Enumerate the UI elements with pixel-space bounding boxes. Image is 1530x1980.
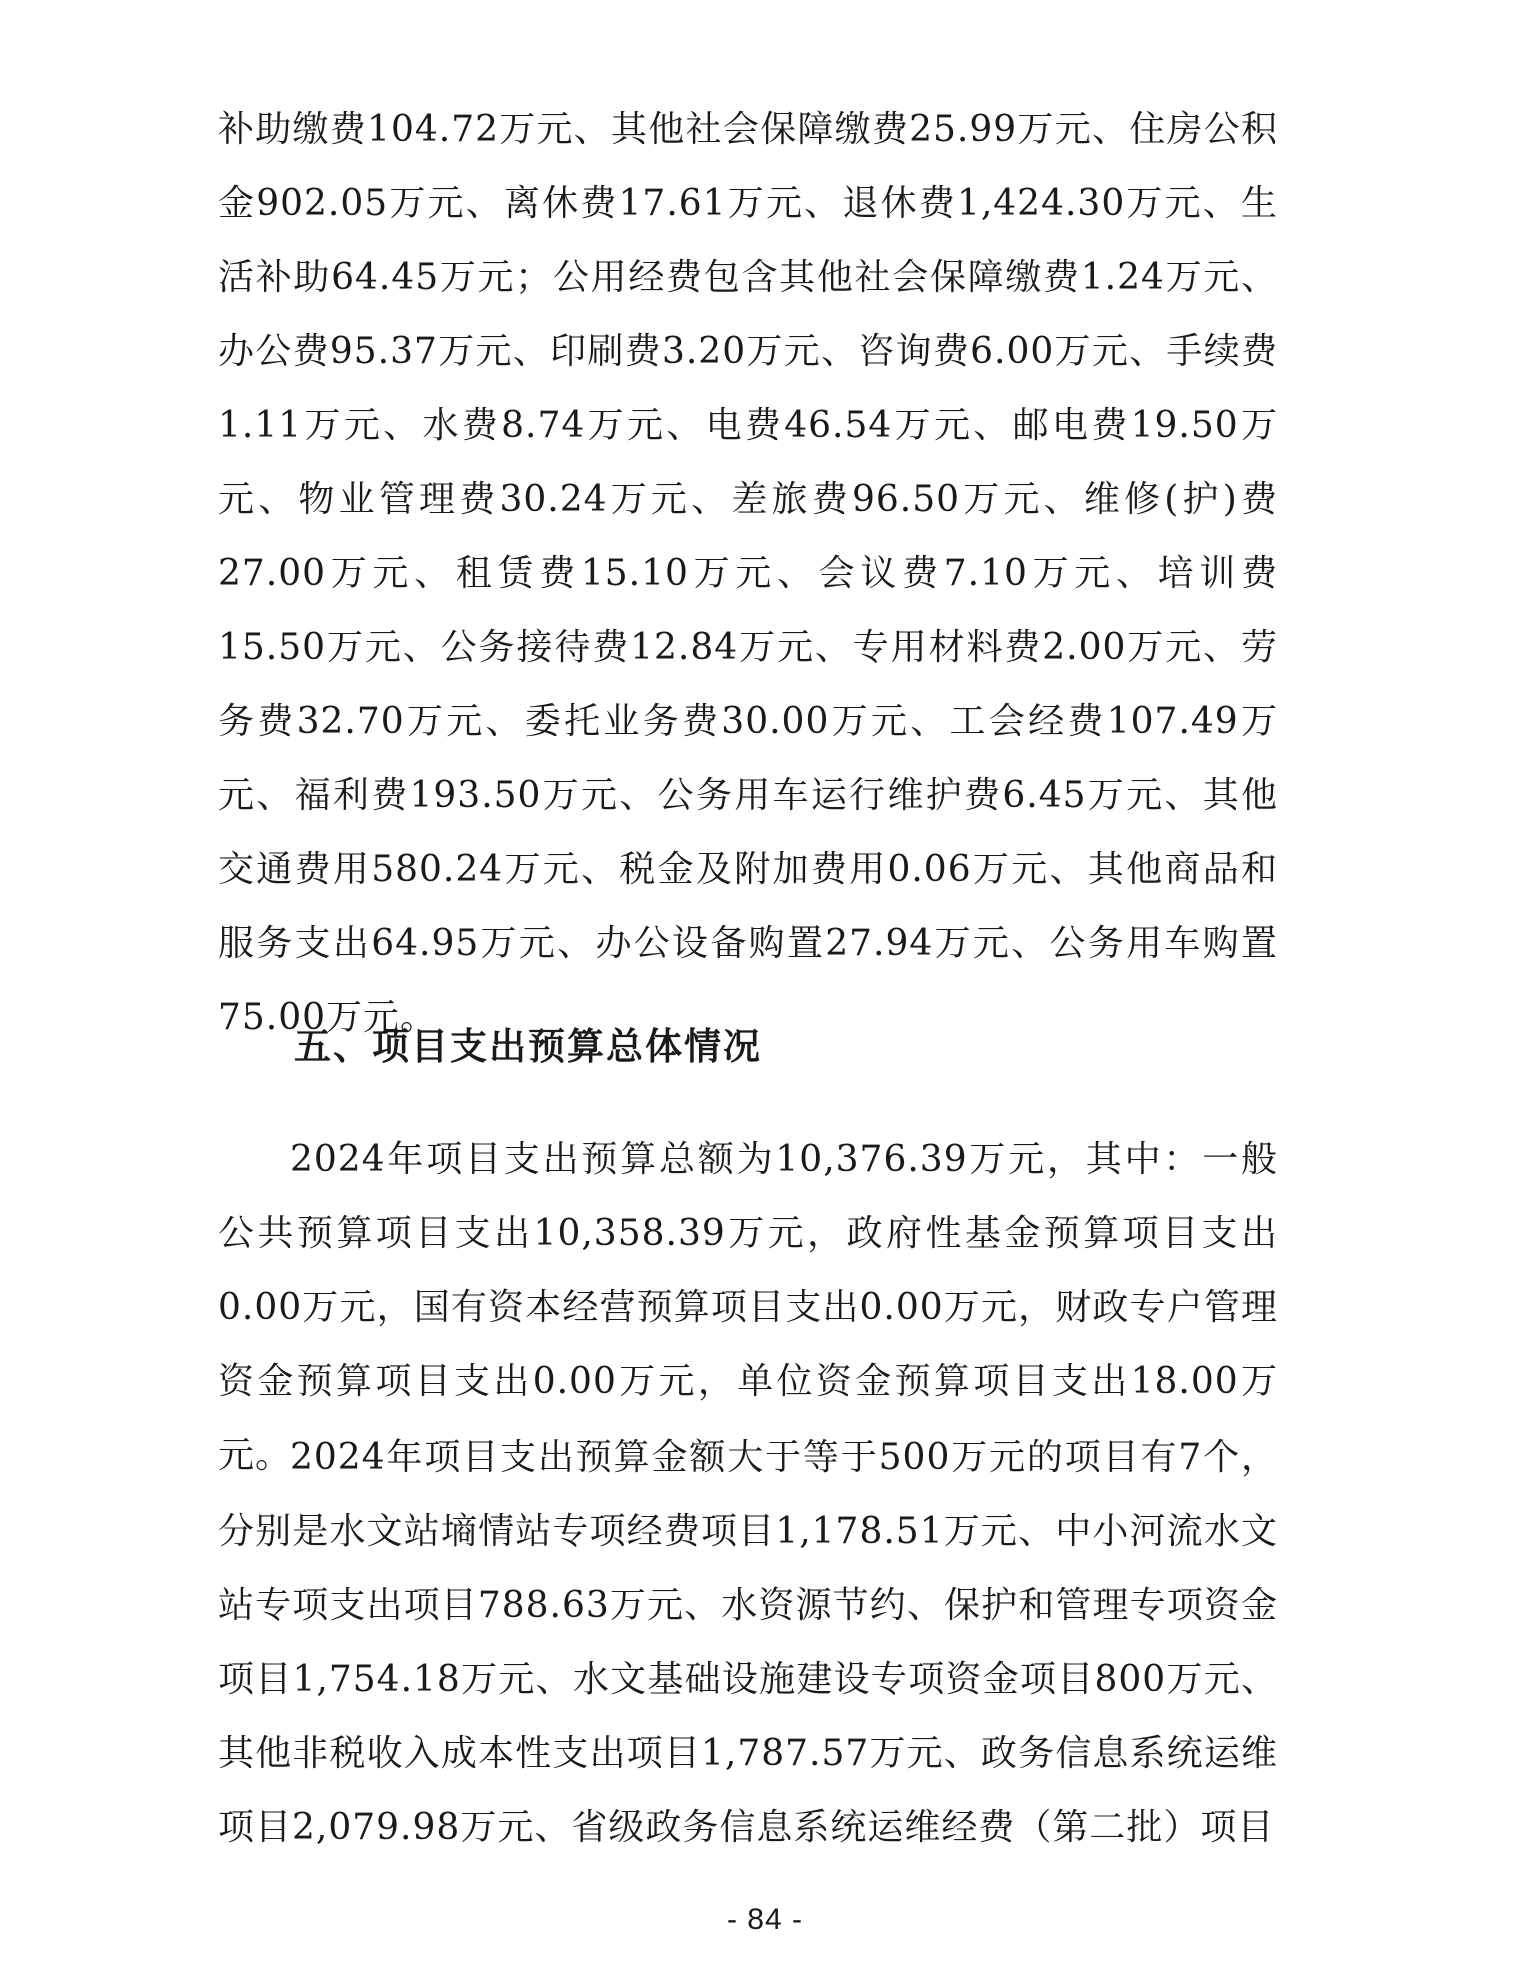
body-paragraph-personnel-and-public-expenses: 补助缴费104.72万元、其他社会保障缴费25.99万元、住房公积金902.05万元、离休费17.61万元、退休费1,424.30万元、生活补助64.45万元；公用经费包含其他社会保障缴费1.24万元、办公费95.37万元、印刷费3.20万元、咨询费6.00万元、手续费1.11万元、水费8.74万元、电费46.54万元、邮电费19.50万元、物业管理费30.24万元、差旅费96.50万元、维修(护)费27.00万元、租赁费15.10万元、会议费7.10万元、培训费15.50万元、公务接待费12.84万元、专用材料费2.00万元、劳务费32.70万元、委托业务费30.00万元、工会经费107.49万元、福利费193.50万元、公务用车运行维护费6.45万元、其他交通费用580.24万元、税金及附加费用0.06万元、其他商品和服务支出64.95万元、办公设备购置27.94万元、公务用车购置75.00万元。 [218,109,1278,1038]
body-paragraph-major-projects: 2024年项目支出预算金额大于等于500万元的项目有7个，分别是水文站墒情站专项经费项目1,178.51万元、中小河流水文站专项支出项目788.63万元、水资源节约、保护和管理专项资金项目1,754.18万元、水文基础设施建设专项资金项目800万元、其他非税收入成本性支出项目1,787.57万元、政务信息系统运维项目2,079.98万元、省级政务信息系统运维经费（第二批）项目 [218,1437,1278,1848]
body-paragraph-project-budget-total: 2024年项目支出预算总额为10,376.39万元，其中：一般公共预算项目支出10,358.39万元，政府性基金预算项目支出0.00万元，国有资本经营预算项目支出0.00万元，财政专户管理资金预算项目支出0.00万元，单位资金预算项目支出18.00万元。 [218,1139,1278,1476]
page-number: - 84 - [726,1903,804,1936]
section-heading: 五、项目支出预算总体情况 [294,1025,762,1068]
